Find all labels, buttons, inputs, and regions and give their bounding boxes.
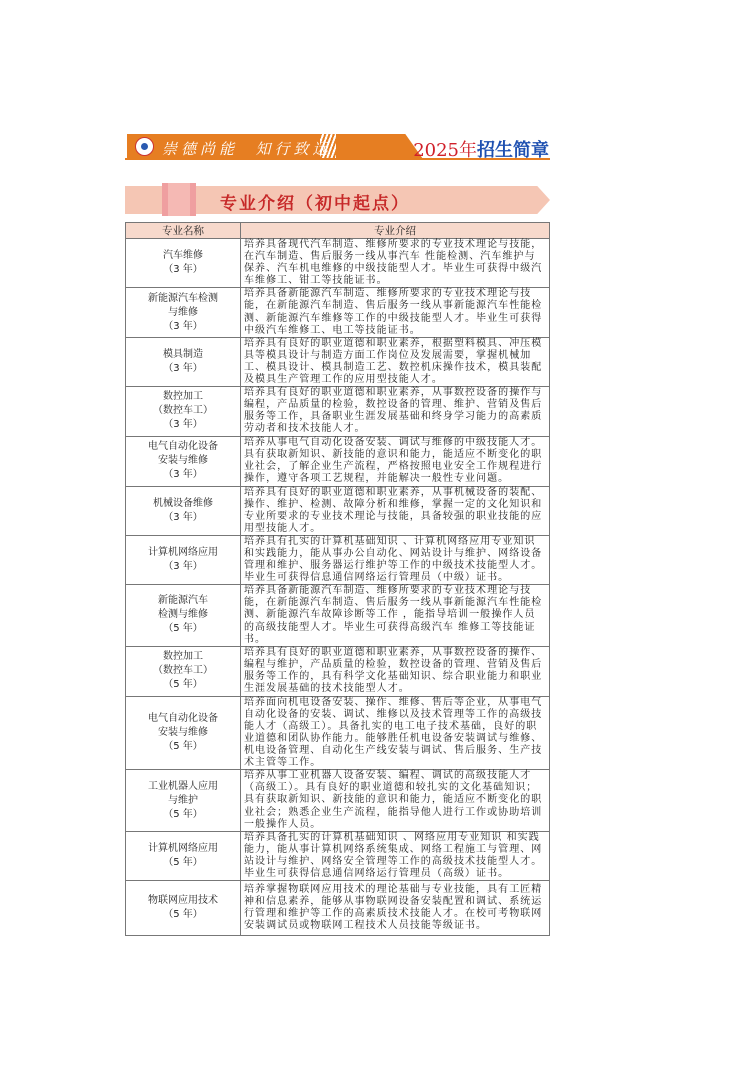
- major-description: 培养具备新能源汽车制造、维修所要求的专业技术理论与技能，在新能源汽车制造、售后服务一线从事新能源汽车性能检测、新能源汽车维修等工作的中级技能型人才。毕业生可获得中级汽车维修工、电工等技能证书。: [241, 288, 550, 337]
- major-description: 培养具备扎实的计算机基础知识 、网络应用专业知识 和实践能力，能从事计算机网络系统集成、网络工程施工与管理、网站设计与维护、网络安全管理等工作的高级技术技能型人才。毕业生可获得信息通信网络运行管理员（高级）证书。: [241, 831, 550, 880]
- col-header-name: 专业名称: [126, 223, 241, 239]
- table-row: [126, 288, 550, 337]
- major-name: [126, 239, 241, 288]
- brochure-label: 招生简章: [477, 140, 549, 161]
- major-name: [126, 831, 241, 880]
- major-name-line: 模具制造: [163, 348, 203, 360]
- major-name-line: 计算机网络应用: [148, 842, 218, 854]
- major-name-line: 工业机器人应用: [148, 780, 218, 792]
- major-description: 培养具备新能源汽车制造、维修所要求的专业技术理论与技能，在新能源汽车制造、售后服务一线从事新能源汽车性能检测、新能源汽车故障诊断等工作 ，能指导培训一般操作人员的高级技能型人才。毕业生可获得高级汽车 维修工等技能证书。: [241, 585, 550, 646]
- major-name-line: 新能源汽车: [158, 595, 208, 607]
- major-name-line: （3 年）: [163, 264, 203, 276]
- major-name-line: 电气自动化设备: [148, 441, 218, 452]
- col-header-intro: 专业介绍: [241, 223, 550, 239]
- table-row: [126, 770, 550, 831]
- major-name-line: （3 年）: [163, 362, 203, 374]
- major-description: 培养面向机电设备安装、操作、维修、售后等企业，从事电气自动化设备的安装、调试、维修以及技术管理等工作的高级技能人才（高级工）。具备扎实的电工电子技术基础，良好的职业道德和团队协作能力。能够胜任机电设备安装调试与维修、机电设备管理、自动化生产线安装与调试、售后服务、生产技术主管等工作。: [241, 696, 550, 770]
- major-name: [126, 585, 241, 646]
- majors-table: [125, 222, 550, 936]
- major-description: 培养掌握物联网应用技术的理论基础与专业技能，具有工匠精神和信息素养，能够从事物联网设备安装配置和调试、系统运行管理和维护等工作的高素质技术技能人才。在校可考物联网安装调试员或物联网工程技术人员技能等级证书。: [241, 881, 550, 936]
- brochure-year: 2025年: [413, 140, 477, 161]
- table-row: [126, 696, 550, 770]
- major-name-line: （3 年）: [163, 320, 203, 332]
- section-banner-deco-inner: [168, 183, 190, 216]
- major-name-line: 电气自动化设备: [148, 713, 218, 724]
- major-description: 培养具有良好的职业道德和职业素养，从事机械设备的装配、操作、维护、检测、故障分析和维修，掌握一定的文化知识和专业所要求的专业技术理论与技能，具备较强的职业技能的应用型技能人才。: [241, 486, 550, 535]
- major-name: [126, 646, 241, 696]
- major-name-line: （3 年）: [163, 511, 203, 523]
- major-name-line: （数控车工）: [153, 665, 213, 677]
- major-name-line: 数控加工: [163, 651, 203, 663]
- major-name-line: （5 年）: [163, 679, 203, 691]
- major-name: [126, 696, 241, 770]
- major-name-line: 计算机网络应用: [148, 547, 218, 559]
- major-name-line: （5 年）: [163, 856, 203, 868]
- major-name: [126, 770, 241, 831]
- section-title: 专业介绍（初中起点）: [220, 194, 410, 214]
- major-name: [126, 436, 241, 486]
- major-description: 培养具有扎实的计算机基础知识 、计算机网络应用专业知识和实践能力，能从事办公自动化、网站设计与维护、网络设备管理和维护、服务器运行维护等工作的中级技术技能型人才。毕业生可获得信息通信网络运行管理员（中级）证书。: [241, 535, 550, 584]
- major-name-line: 物联网应用技术: [148, 895, 218, 907]
- major-description: 培养具有良好的职业道德和职业素养，根据塑料模具、冲压模具等模具设计与制造方面工作岗位及发展需要，掌握机械加工、模具设计、模具制造工艺、数控机床操作技术，模具装配及模具生产管理工作的应用型技能人才。: [241, 337, 550, 386]
- major-name-line: 新能源汽车检测: [148, 292, 218, 304]
- major-name: [126, 387, 241, 436]
- major-description: 培养具备现代汽车制造、维修所要求的专业技术理论与技能，在汽车制造、售后服务一线从事汽车 性能检测、汽车维护与保养、汽车机电维修的中级技能型人才。毕业生可获得中级汽车维修工、钳工等技能证书。: [241, 239, 550, 288]
- major-name-line: 安装与维修: [158, 455, 208, 466]
- major-name-line: （数控车工）: [153, 405, 213, 417]
- major-description: 培养从事工业机器人设备安装、编程、调试的高级技能人才（高级工）。具有良好的职业道德和较扎实的文化基础知识；具有获取新知识、新技能的意识和能力，能适应不断变化的职业社会；熟悉企业生产流程，能指导他人进行工作或协助培训一般操作人员。: [241, 770, 550, 831]
- major-name: [126, 881, 241, 936]
- major-name: [126, 288, 241, 337]
- major-name-line: （5 年）: [163, 909, 203, 921]
- table-row: [126, 486, 550, 535]
- major-name: [126, 486, 241, 535]
- table-row: [126, 436, 550, 486]
- table-row: [126, 881, 550, 936]
- major-name-line: 与维修: [168, 306, 198, 318]
- major-name-line: 检测与维修: [158, 609, 208, 621]
- major-name: [126, 535, 241, 584]
- major-name-line: 汽车维修: [163, 250, 203, 262]
- table-row: [126, 337, 550, 386]
- brochure-title: [413, 136, 549, 162]
- major-name-line: （5 年）: [163, 741, 203, 752]
- major-name-line: （5 年）: [163, 808, 203, 820]
- table-row: [126, 535, 550, 584]
- major-name-line: （3 年）: [163, 469, 203, 480]
- table-row: [126, 646, 550, 696]
- table-row: [126, 831, 550, 880]
- major-description: 培养从事电气自动化设备安装、调试与维修的中级技能人才。具有获取新知识、新技能的意识和能力，能适应不断变化的职业社会，了解企业生产流程，严格按照电业安全工作规程进行操作，遵守各项工艺规程，并能解决一般性专业问题。: [241, 436, 550, 486]
- major-name-line: 与维护: [168, 794, 198, 806]
- table-row: [126, 585, 550, 646]
- major-name-line: 数控加工: [163, 391, 203, 403]
- table-row: [126, 387, 550, 436]
- table-row: [126, 239, 550, 288]
- major-name-line: （3 年）: [163, 419, 203, 431]
- major-description: 培养具有良好的职业道德和职业素养，从事数控设备的操作、编程与维护，产品质量的检验，数控设备的管理、营销及售后服务等工作的，具有科学文化基础知识、综合职业能力和职业生涯发展基础的技术技能型人才。: [241, 646, 550, 696]
- school-logo-icon: [135, 137, 154, 156]
- school-motto: 崇德尚能 知行致远: [162, 140, 332, 158]
- major-name-line: 安装与维修: [158, 727, 208, 738]
- major-name-line: （5 年）: [163, 623, 203, 635]
- major-name-line: （3 年）: [163, 561, 203, 573]
- major-name-line: 机械设备维修: [153, 497, 213, 509]
- major-description: 培养具有良好的职业道德和职业素养，从事数控设备的操作与编程，产品质量的检验，数控设备的管理、维护、营销及售后服务等工作，具备职业生涯发展基础和终身学习能力的高素质劳动者和技术技能人才。: [241, 387, 550, 436]
- major-name: [126, 337, 241, 386]
